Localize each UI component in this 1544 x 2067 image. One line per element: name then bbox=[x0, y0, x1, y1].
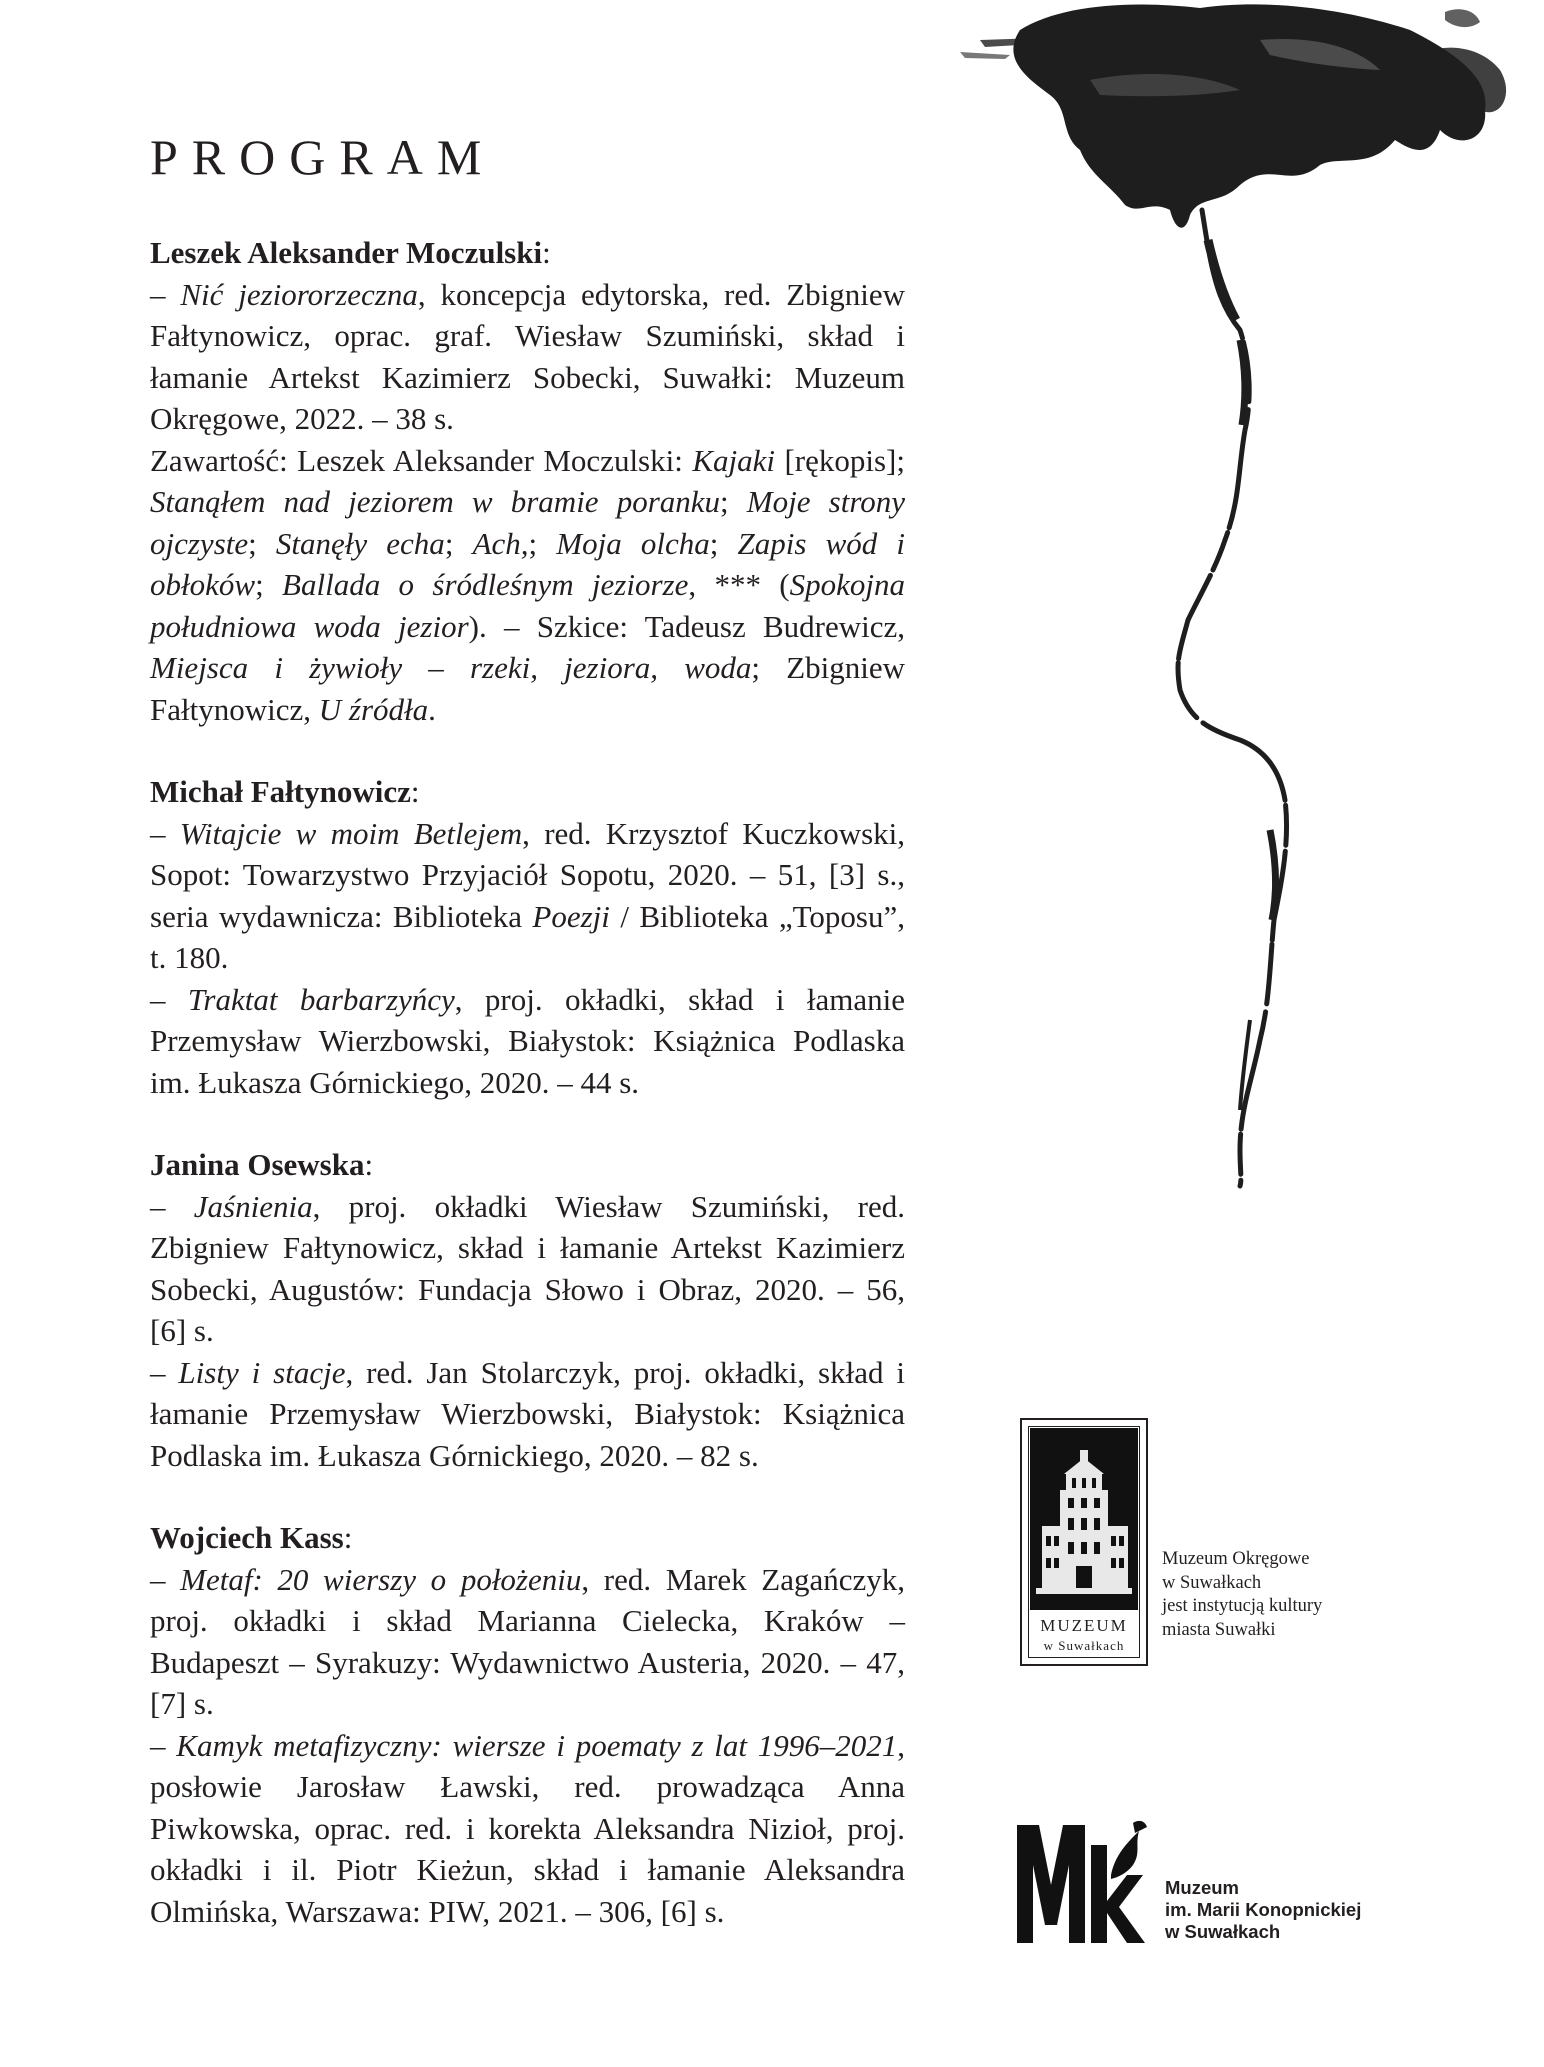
text-run: , proj. okładki Wiesław Szumiński, red. Zbigniew Fałtynowicz, skład i łamanie Artekst Kazimierz Sobecki, Augustów: Fundacja Słowo i Obraz, 2020. – 56, [6] s. bbox=[150, 1188, 906, 1348]
text-run: / Biblioteka „Toposu”, t. 180. bbox=[150, 898, 905, 975]
title-italic: Ach, bbox=[472, 525, 529, 561]
caption-line: jest instytucją kultury bbox=[1162, 1596, 1323, 1616]
bibliography-paragraph bbox=[150, 1352, 905, 1477]
title-italic: Stanęły echa bbox=[275, 525, 445, 561]
text-run: – bbox=[150, 981, 188, 1017]
caption-line: Muzeum bbox=[1165, 1877, 1239, 1898]
text-run: ; Zbigniew Fałtynowicz, bbox=[150, 650, 905, 727]
caption-line: im. Marii Konopnickiej bbox=[1165, 1899, 1362, 1920]
text-run: , posłowie Jarosław Ławski, red. prowadząca Anna Piwkowska, oprac. red. i korekta Aleksandra Nizioł, proj. okładki i il. Piotr Kieżun, skład i łamanie Aleksandra Olmińska, Warszawa: PIW, 2021. – 306, [6] s. bbox=[150, 1727, 906, 1929]
text-run: – bbox=[150, 1561, 181, 1597]
mk-logo bbox=[1015, 1815, 1150, 1945]
program-entry bbox=[150, 771, 905, 1103]
text-run: . bbox=[428, 691, 436, 727]
bibliography-paragraph bbox=[150, 979, 905, 1104]
title-italic: Zapis wód i obłoków bbox=[150, 525, 905, 602]
text-run: – bbox=[150, 1727, 177, 1763]
author-name-text: Wojciech Kass bbox=[150, 1520, 344, 1555]
author-name-text: Janina Osewska bbox=[150, 1147, 365, 1182]
caption-line: Muzeum Okręgowe bbox=[1162, 1549, 1310, 1569]
ink-brush-illustration bbox=[940, 0, 1544, 1190]
bibliography-paragraph bbox=[150, 1186, 905, 1352]
program-entry bbox=[150, 1517, 905, 1932]
title-italic: Listy i stacje bbox=[178, 1354, 346, 1390]
title-italic: U źródła bbox=[318, 691, 429, 727]
muzeum-logo-label: MUZEUM bbox=[1040, 1616, 1128, 1635]
caption-line: miasta Suwałki bbox=[1162, 1619, 1276, 1640]
title-italic: Nić jeziororzeczna bbox=[180, 276, 418, 312]
title-italic: Spokojna południowa woda jezior bbox=[150, 567, 906, 644]
museum-building-icon bbox=[1030, 1428, 1138, 1610]
author-name: Michał Fałtynowicz: bbox=[150, 774, 420, 809]
title-italic: Witajcie w moim Betlejem bbox=[179, 815, 523, 851]
muzeum-logo bbox=[1020, 1418, 1148, 1666]
muzeum-logo-sublabel: w Suwałkach bbox=[1043, 1638, 1125, 1653]
author-name: Wojciech Kass: bbox=[150, 1520, 353, 1555]
title-italic: Traktat barbarzyńcy bbox=[187, 981, 455, 1017]
author-name-text: Michał Fałtynowicz bbox=[150, 774, 411, 809]
page-title: PROGRAM bbox=[150, 129, 496, 185]
program-entry bbox=[150, 1144, 905, 1476]
title-italic: Metaf: 20 wierszy o położeniu bbox=[180, 1561, 582, 1597]
title-italic: Ballada o śródleśnym jeziorze bbox=[282, 567, 689, 602]
text-run: ; bbox=[248, 525, 276, 561]
text-run: [rękopis]; bbox=[775, 442, 905, 478]
text-run: – bbox=[150, 276, 181, 312]
program-entry bbox=[150, 232, 905, 730]
text-run: – bbox=[150, 1188, 194, 1224]
text-run: ; bbox=[255, 567, 283, 602]
text-run: , koncepcja edytorska, red. Zbigniew Fałtynowicz, oprac. graf. Wiesław Szumiński, skład i łamanie Artekst Kazimierz Sobecki, Suwałki: Muzeum Okręgowe, 2022. – 38 s. bbox=[150, 276, 906, 436]
caption-line: w Suwałkach bbox=[1162, 1572, 1262, 1593]
title-italic: Miejsca i żywioły – rzeki, jeziora, woda bbox=[150, 650, 752, 685]
text-run: , *** ( bbox=[688, 567, 790, 602]
title-italic: Jaśnienia bbox=[193, 1188, 313, 1224]
caption-line: w Suwałkach bbox=[1165, 1921, 1281, 1942]
bibliography-paragraph bbox=[150, 813, 905, 979]
bibliography-paragraph bbox=[150, 440, 905, 731]
title-italic: Stanąłem nad jeziorem w bramie poranku bbox=[150, 484, 721, 519]
text-run: ; bbox=[444, 525, 473, 561]
text-run: ; bbox=[528, 525, 557, 561]
text-run: ). – Szkice: Tadeusz Budrewicz, bbox=[468, 608, 905, 644]
text-run: – bbox=[150, 815, 180, 851]
text-run: ; bbox=[709, 525, 738, 561]
author-name-text: Leszek Aleksander Moczulski bbox=[150, 235, 543, 270]
text-run: Zawartość: Leszek Aleksander Moczulski: bbox=[150, 442, 693, 478]
title-italic: Moja olcha bbox=[556, 525, 710, 561]
muzeum-okregowe-caption bbox=[1162, 1548, 1382, 1642]
title-italic: Kajaki bbox=[692, 442, 775, 478]
title-italic: Poezji bbox=[532, 898, 610, 934]
text-run: – bbox=[150, 1354, 179, 1390]
text-run: , red. Jan Stolarczyk, proj. okładki, skład i łamanie Przemysław Wierzbowski, Białystok: Książnica Podlaska im. Łukasza Górnickiego, 2020. – 82 s. bbox=[150, 1354, 906, 1473]
title-italic: Moje strony ojczyste bbox=[150, 484, 905, 561]
bibliography-paragraph bbox=[150, 1559, 905, 1725]
bibliography-paragraph bbox=[150, 274, 905, 440]
author-name: Janina Osewska: bbox=[150, 1147, 374, 1182]
text-run: , red. Krzysztof Kuczkowski, Sopot: Towarzystwo Przyjaciół Sopotu, 2020. – 51, [3] s., seria wydawnicza: Biblioteka bbox=[150, 815, 906, 934]
program-list bbox=[150, 232, 905, 1973]
text-run: , red. Marek Zagańczyk, proj. okładki i skład Marianna Cielecka, Kraków – Budapeszt – Syrakuzy: Wydawnictwo Austeria, 2020. – 47, [7] s. bbox=[150, 1561, 905, 1721]
text-run: ; bbox=[720, 484, 747, 519]
text-run: , proj. okładki, skład i łamanie Przemysław Wierzbowski, Białystok: Książnica Podlaska im. Łukasza Górnickiego, 2020. – 44 s. bbox=[150, 981, 905, 1100]
author-name: Leszek Aleksander Moczulski: bbox=[150, 235, 551, 270]
bibliography-paragraph bbox=[150, 1725, 905, 1933]
mk-museum-caption bbox=[1165, 1877, 1425, 1943]
title-italic: Kamyk metafizyczny: wiersze i poematy z lat 1996–2021 bbox=[176, 1727, 898, 1763]
